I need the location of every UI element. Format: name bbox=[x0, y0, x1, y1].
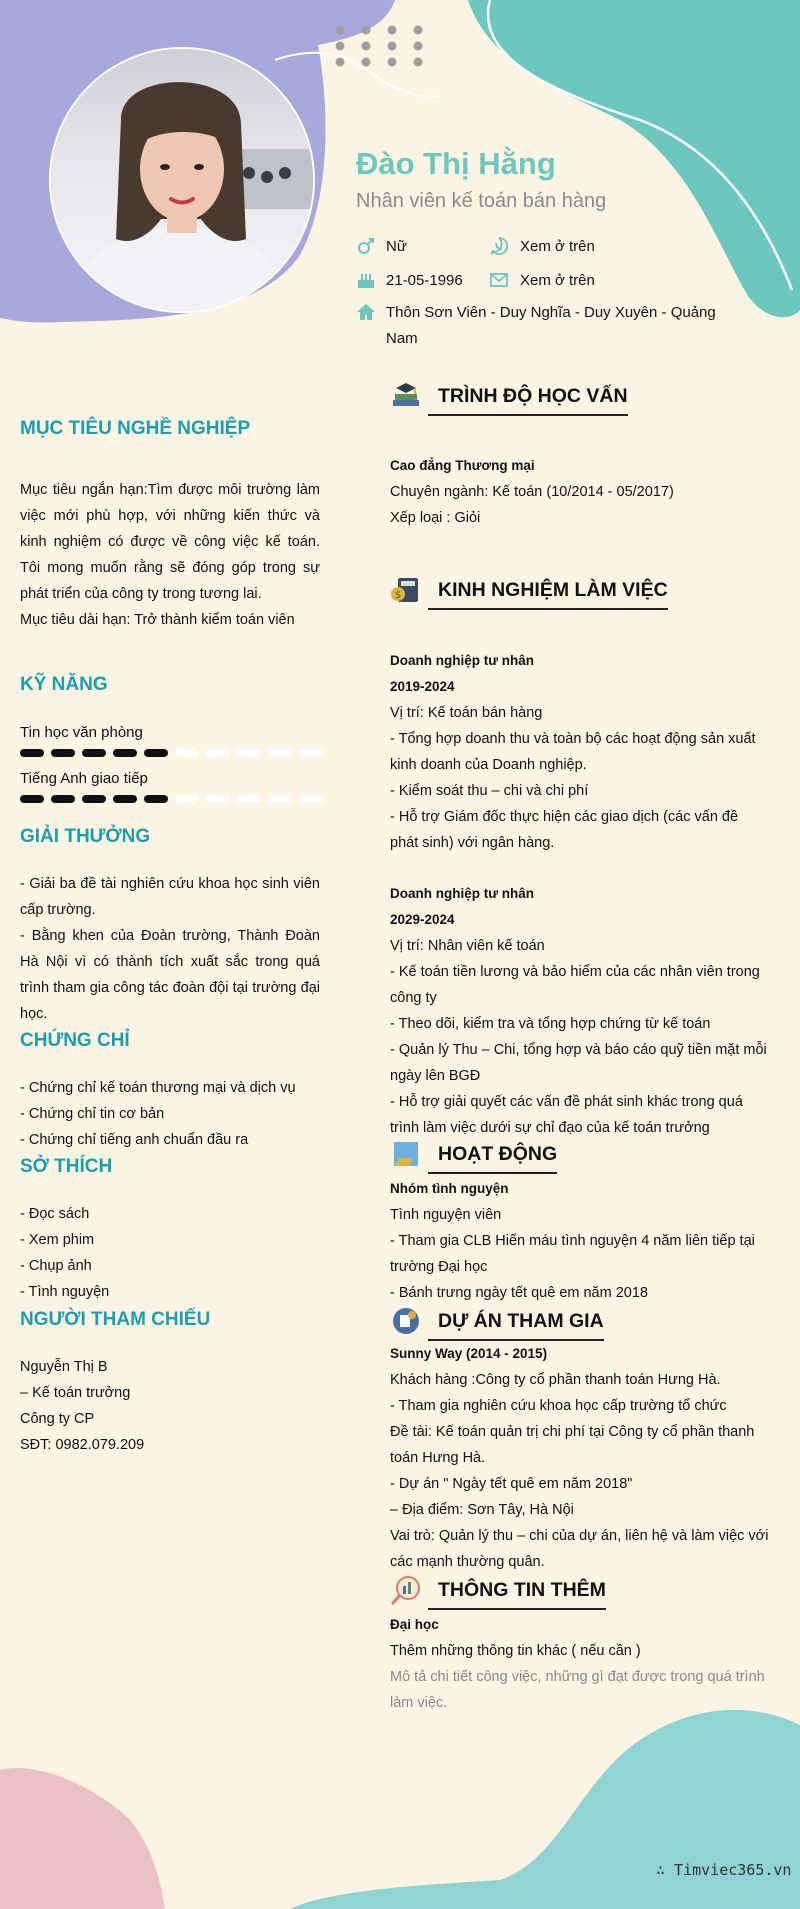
references-list: Nguyễn Thị B – Kế toán trưởng Công ty CP SĐT: 0982.079.209 bbox=[20, 1359, 145, 1453]
skill-segment-empty bbox=[206, 795, 230, 803]
skill-segment-empty bbox=[237, 795, 261, 803]
skill-segment-empty bbox=[268, 749, 292, 757]
hobbies-list: - Đọc sách - Xem phim - Chụp ảnh - Tình nguyện bbox=[20, 1206, 110, 1300]
projects-icon bbox=[390, 1305, 422, 1337]
awards-text: - Giải ba đề tài nghiên cứu khoa học sinh viên cấp trường. - Bằng khen của Đoàn trường, Thành Đoàn Hà Nội vì có thành tích xuất sắc trong quá trình tham gia công tác đoàn đội tại trường đại học. bbox=[20, 876, 320, 1022]
education-books-icon bbox=[390, 380, 422, 412]
skill-segment-empty bbox=[206, 749, 230, 757]
home-icon bbox=[356, 302, 376, 322]
skill-segment-filled bbox=[82, 749, 106, 757]
email-value: Xem ở trên bbox=[520, 272, 595, 289]
skill-segment-empty bbox=[175, 749, 199, 757]
hobbies-heading: SỞ THÍCH bbox=[20, 1156, 113, 1177]
footer-brand: ∴ Timviec365.vn bbox=[656, 1861, 792, 1879]
education-body: Cao đẳng Thương mại Chuyên ngành: Kế toán (10/2014 - 05/2017) Xếp loại : Giỏi bbox=[390, 458, 674, 526]
skill-name-english: Tiếng Anh giao tiếp bbox=[20, 770, 148, 787]
skill-segment-empty bbox=[175, 795, 199, 803]
skill-bar-english bbox=[20, 795, 323, 803]
skill-segment-filled bbox=[113, 749, 137, 757]
candidate-name: Đào Thị Hằng bbox=[356, 146, 556, 181]
gender-value: Nữ bbox=[386, 238, 407, 255]
activities-icon bbox=[390, 1138, 422, 1170]
avatar bbox=[51, 49, 313, 311]
education-heading: TRÌNH ĐỘ HỌC VẤN bbox=[428, 385, 628, 416]
phone-icon bbox=[489, 236, 509, 256]
awards-heading: GIẢI THƯỞNG bbox=[20, 826, 151, 847]
objective-text: Mục tiêu ngắn hạn:Tìm được môi trường làm việc mới phù hợp, với những kiến thức và kinh nghiệm có được về công việc kế toán. Tôi mong muốn rằng sẽ đóng góp trong sự phát triển của công ty trong tương lai. Mục tiêu dài hạn: Trở thành kiểm toán viên bbox=[20, 482, 320, 628]
activities-heading: HOẠT ĐỘNG bbox=[428, 1143, 557, 1174]
email-icon bbox=[489, 270, 509, 290]
extra-info-chart-icon bbox=[390, 1574, 422, 1606]
activities-body: Nhóm tình nguyện Tình nguyện viên - Tham gia CLB Hiến máu tình nguyện 4 năm liên tiếp tại trường Đại học - Bánh trưng ngày tết quê em năm 2018 bbox=[390, 1181, 755, 1301]
skills-heading: KỸ NĂNG bbox=[20, 674, 108, 695]
projects-body: Sunny Way (2014 - 2015) Khách hàng :Công ty cổ phần thanh toán Hưng Hà. - Tham gia nghiên cứu khoa học cấp trường tổ chức Đề tài: Kế toán quản trị chi phí tại Công ty cổ phần thanh toán Hưng Hà. - Dự án " Ngày tết quê em năm 2018" – Địa điểm: Sơn Tây, Hà Nội Vai trò: Quản lý thu – chi của dự án, liên hệ và làm việc với các mạnh thường quân. bbox=[390, 1346, 769, 1570]
skill-bar-office bbox=[20, 749, 323, 757]
skill-segment-filled bbox=[144, 749, 168, 757]
birthday-cake-icon bbox=[356, 270, 376, 290]
skill-segment-filled bbox=[20, 795, 44, 803]
references-heading: NGƯỜI THAM CHIẾU bbox=[20, 1309, 211, 1330]
avatar-illustration bbox=[51, 49, 313, 311]
phone-value: Xem ở trên bbox=[520, 238, 595, 255]
skill-segment-filled bbox=[82, 795, 106, 803]
certificates-list: - Chứng chỉ kế toán thương mại và dịch vụ - Chứng chỉ tin cơ bản - Chứng chỉ tiếng anh chuẩn đầu ra bbox=[20, 1080, 296, 1148]
experience-job-2: Doanh nghiệp tư nhân 2029-2024 Vị trí: Nhân viên kế toán - Kế toán tiền lương và bảo hiểm của các nhân viên trong công ty - Theo dõi, kiểm tra và tổng hợp chứng từ kế toán - Quản lý Thu – Chi, tổng hợp và báo cáo quỹ tiền mặt mỗi ngày lên BGĐ - Hỗ trợ giải quyết các vấn đề phát sinh khác trong quá trình làm việc dưới sự chỉ đạo của kế toán trưởng bbox=[390, 886, 767, 1136]
pink-blob bbox=[0, 1768, 165, 1909]
skill-segment-filled bbox=[113, 795, 137, 803]
experience-calculator-icon bbox=[390, 574, 422, 606]
experience-heading: KINH NGHIỆM LÀM VIỆC bbox=[428, 579, 668, 610]
candidate-title: Nhân viên kế toán bán hàng bbox=[356, 190, 607, 212]
skill-segment-filled bbox=[20, 749, 44, 757]
birthday-value: 21-05-1996 bbox=[386, 272, 463, 289]
skill-segment-empty bbox=[299, 749, 323, 757]
skill-segment-filled bbox=[51, 795, 75, 803]
extra-info-heading: THÔNG TIN THÊM bbox=[428, 1579, 606, 1610]
gender-icon bbox=[356, 236, 376, 256]
experience-job-1: Doanh nghiệp tư nhân 2019-2024 Vị trí: Kế toán bán hàng - Tổng hợp doanh thu và toàn bộ các hoạt động sản xuất kinh doanh của Doanh nghiệp. - Kiểm soát thu – chi và chi phí - Hỗ trợ Giám đốc thực hiện các giao dịch (các vấn đề phát sinh) với ngân hàng. bbox=[390, 653, 756, 851]
skill-segment-empty bbox=[268, 795, 292, 803]
objective-heading: MỤC TIÊU NGHỀ NGHIỆP bbox=[20, 418, 251, 439]
address-value: Thôn Sơn Viên - Duy Nghĩa - Duy Xuyên - Quảng Nam bbox=[386, 304, 716, 347]
certificates-heading: CHỨNG CHỈ bbox=[20, 1030, 130, 1051]
extra-info-body: Đại học Thêm những thông tin khác ( nếu cần ) Mô tả chi tiết công việc, những gì đạt được trong quá trình làm việc. bbox=[390, 1617, 765, 1711]
skill-name-office: Tin học văn phòng bbox=[20, 724, 143, 741]
projects-heading: DỰ ÁN THAM GIA bbox=[428, 1310, 604, 1341]
svg-text:$: $ bbox=[394, 590, 402, 601]
skill-segment-empty bbox=[299, 795, 323, 803]
skill-segment-filled bbox=[51, 749, 75, 757]
skill-segment-empty bbox=[237, 749, 261, 757]
teal-light-blob bbox=[290, 1710, 800, 1909]
skill-segment-filled bbox=[144, 795, 168, 803]
